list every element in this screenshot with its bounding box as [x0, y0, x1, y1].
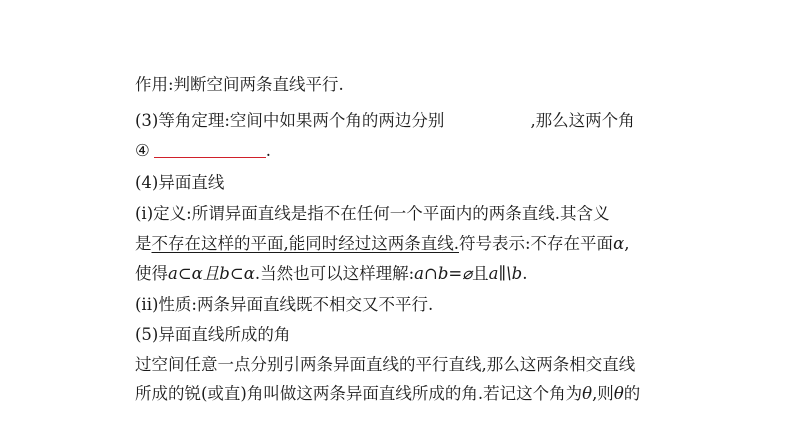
blank-end-period: .	[265, 141, 272, 160]
angle-text: 所成的锐(或直)角叫做这两条异面直线所成的角.若记这个角为	[135, 384, 583, 403]
expr-not-parallel: a∥\b	[488, 264, 523, 283]
theorem-text: (3)等角定理:空间中如果两个角的两边分别	[135, 111, 445, 130]
theta-symbol: θ	[582, 384, 593, 403]
blank-line-4	[135, 141, 271, 161]
usage-line: 作用:判断空间两条直线平行.	[135, 75, 344, 94]
circled-number-4: ④	[135, 141, 150, 160]
expr-subset: a⊂α且b⊂α	[168, 264, 255, 283]
alpha-symbol: α	[613, 234, 625, 253]
symbol-expression-line	[135, 264, 527, 284]
text-pre: 是	[135, 234, 152, 253]
section-heading-angle: (5)异面直线所成的角	[135, 325, 291, 344]
symbol-text: 符号表示:不存在平面	[459, 234, 614, 253]
comma: ,	[624, 234, 630, 253]
section-heading-skew-lines: (4)异面直线	[135, 173, 225, 192]
angle-text-of: 的	[623, 384, 641, 403]
underlined-meaning: 不存在这样的平面,能同时经过这两条直线.	[151, 234, 459, 253]
definition-meaning-line	[135, 234, 629, 254]
theta-symbol-2: θ	[613, 384, 624, 403]
equal-angle-theorem-line	[135, 111, 635, 131]
angle-definition-line-1: 过空间任意一点分别引两条异面直线的平行直线,那么这两条相交直线	[135, 355, 636, 374]
period: .	[522, 264, 528, 283]
angle-text-then: ,则	[592, 384, 614, 403]
expr-intersection: a∩b=⌀	[414, 264, 473, 283]
angle-definition-line-2	[135, 384, 640, 404]
definition-line: (i)定义:所谓异面直线是指不在任何一个平面内的两条直线.其含义	[135, 204, 610, 223]
theorem-text-cont: ,那么这两个角	[530, 111, 635, 130]
text-and: 且	[472, 264, 489, 283]
text-understand: .当然也可以这样理解:	[254, 264, 415, 283]
text-make: 使得	[135, 264, 168, 283]
property-line: (ii)性质:两条异面直线既不相交又不平行.	[135, 295, 434, 314]
fill-blank-4[interactable]	[154, 141, 266, 158]
